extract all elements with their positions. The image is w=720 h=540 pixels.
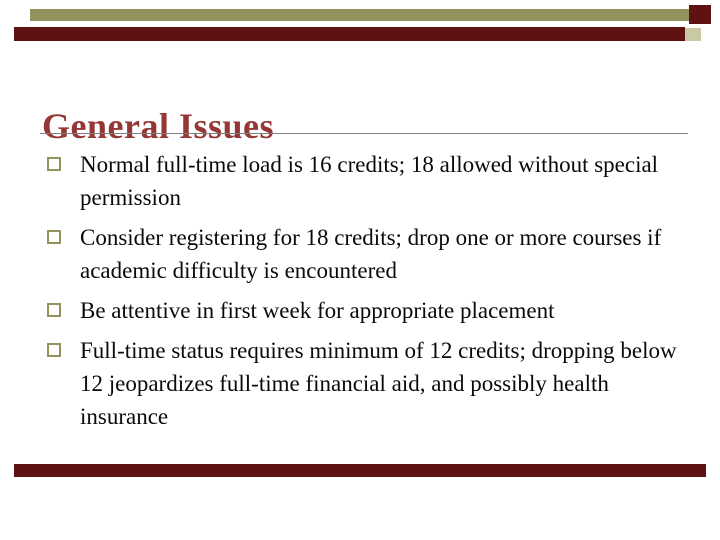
slide-title: General Issues <box>42 106 274 147</box>
bullet-item-2 <box>46 221 685 287</box>
square-bullet-icon <box>47 157 61 171</box>
bullet-item-3 <box>46 294 685 327</box>
bullet-item-4 <box>46 334 685 433</box>
top-accent-square-tan <box>685 28 701 41</box>
top-accent-bar-maroon <box>14 27 685 41</box>
title-divider <box>40 133 688 134</box>
bullet-text-3: Be attentive in first week for appropriate placement <box>80 298 555 323</box>
square-bullet-icon <box>47 303 61 317</box>
square-bullet-icon <box>47 230 61 244</box>
bottom-accent-bar-maroon <box>14 464 706 477</box>
bullet-list <box>46 148 691 440</box>
square-bullet-icon <box>47 343 61 357</box>
bullet-text-4: Full-time status requires minimum of 12 credits; dropping below 12 jeopardizes full-time financial aid, and possibly health insurance <box>80 338 677 429</box>
bullet-item-1 <box>46 148 685 214</box>
bullet-text-2: Consider registering for 18 credits; drop one or more courses if academic difficulty is encountered <box>80 225 662 283</box>
top-accent-square-maroon <box>689 5 711 24</box>
bullet-text-1: Normal full-time load is 16 credits; 18 allowed without special permission <box>80 152 659 210</box>
top-accent-bar-olive <box>30 9 692 21</box>
